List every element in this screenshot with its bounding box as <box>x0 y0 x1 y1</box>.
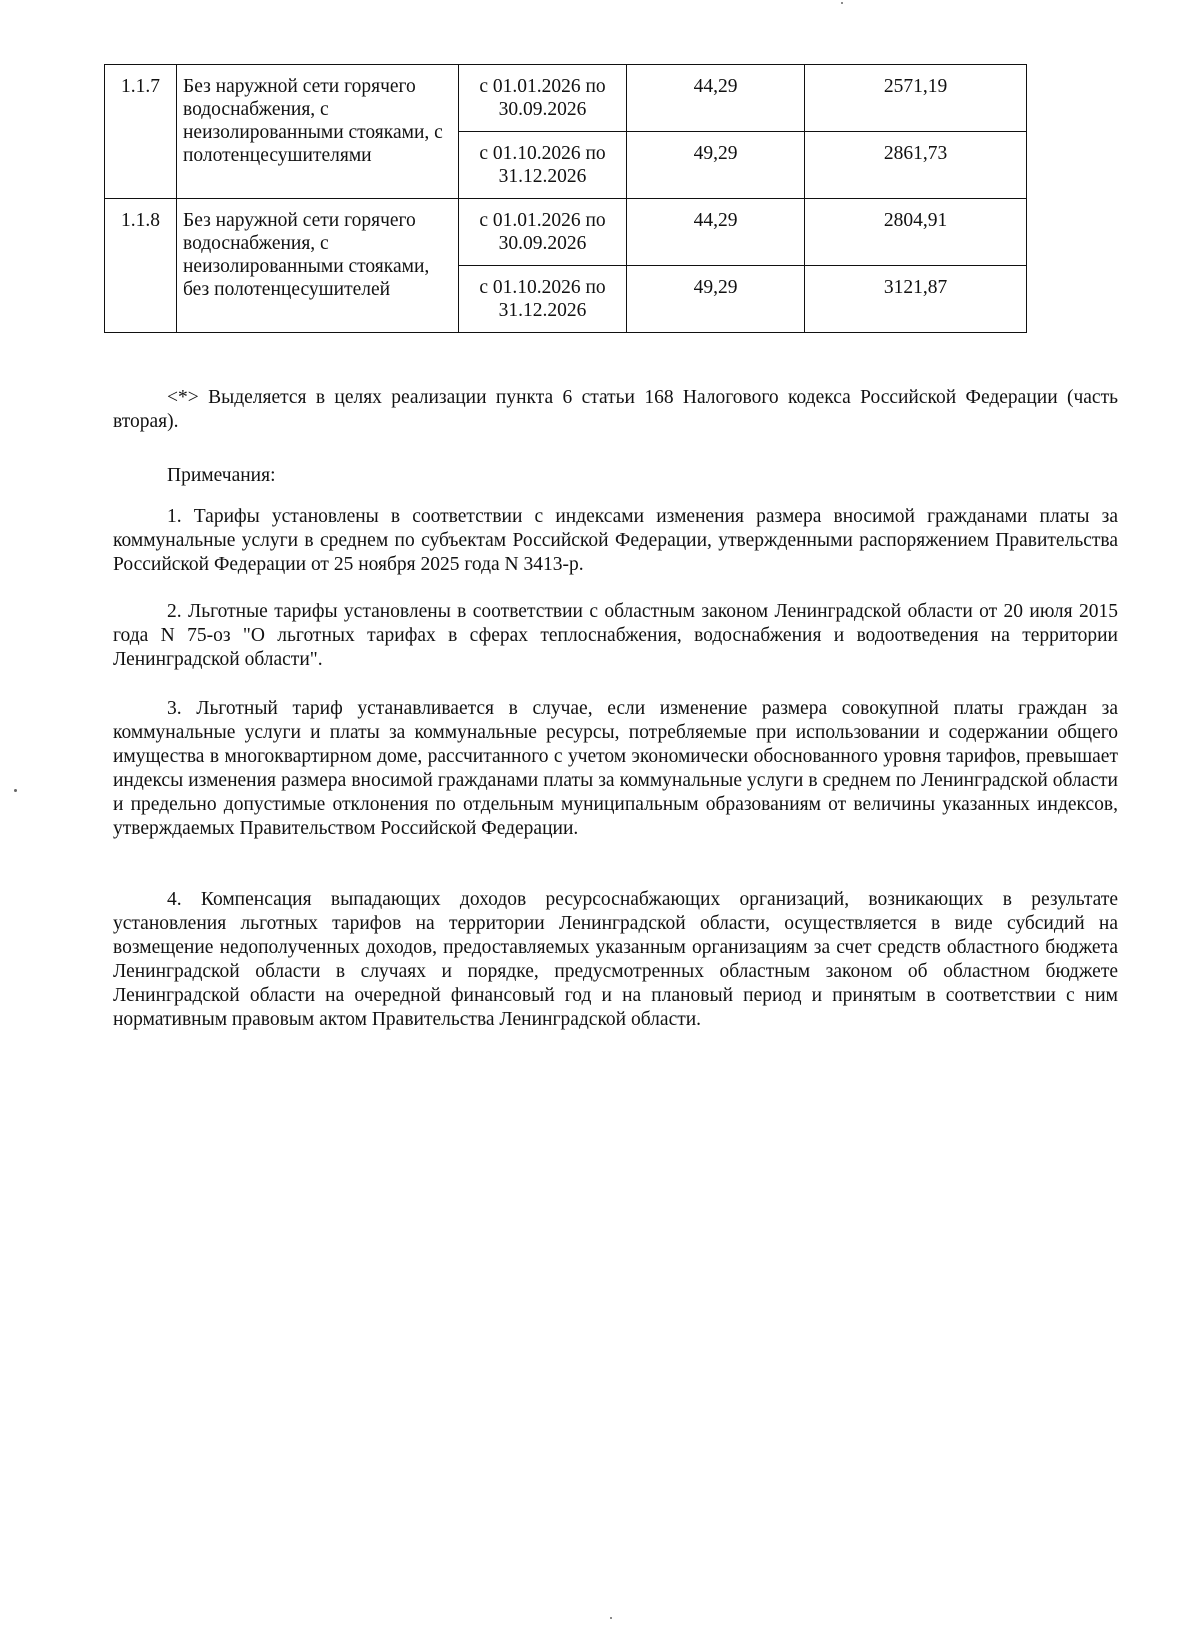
note-4 <box>113 888 1118 1032</box>
value-cell: 44,29 <box>627 199 805 266</box>
row-number: 1.1.7 <box>105 65 177 199</box>
value-cell: 3121,87 <box>805 266 1027 333</box>
footnote-text: <*> Выделяется в целях реализации пункта 6 статьи 168 Налогового кодекса Российской Федерации (часть вторая). <box>113 387 1118 432</box>
tariff-table <box>104 64 1027 333</box>
note-1 <box>113 505 1118 577</box>
value-cell: 49,29 <box>627 266 805 333</box>
note-text: 4. Компенсация выпадающих доходов ресурсоснабжающих организаций, возникающих в результате установления льготных тарифов на территории Ленинградской области, осуществляется в виде субсидий на возмещение недополученных доходов, предоставляемых указанным организациям за счет средств областного бюджета Ленинградской области в случаях и порядке, предусмотренных областным законом об областном бюджете Ленинградской области на очередной финансовый год и на плановый период и принятым в соответствии с ним нормативным правовым актом Правительства Ленинградской области. <box>113 889 1118 1030</box>
period-cell: с 01.01.2026 по 30.09.2026 <box>459 199 627 266</box>
period-cell: с 01.01.2026 по 30.09.2026 <box>459 65 627 132</box>
table-row <box>105 65 1027 132</box>
scan-speck <box>841 2 843 4</box>
scan-speck <box>14 789 17 792</box>
value-cell: 49,29 <box>627 132 805 199</box>
value-cell: 2804,91 <box>805 199 1027 266</box>
table-row <box>105 199 1027 266</box>
footnote <box>113 386 1118 434</box>
note-text: 1. Тарифы установлены в соответствии с индексами изменения размера вносимой гражданами платы за коммунальные услуги в среднем по субъектам Российской Федерации, утвержденными распоряжением Правительства Российской Федерации от 25 ноября 2025 года N 3413-р. <box>113 506 1118 575</box>
note-2 <box>113 600 1118 672</box>
period-cell: с 01.10.2026 по 31.12.2026 <box>459 132 627 199</box>
row-number: 1.1.8 <box>105 199 177 333</box>
row-description: Без наружной сети горячего водоснабжения, с неизолированными стояками, без полотенцесушителей <box>177 199 459 333</box>
value-cell: 2861,73 <box>805 132 1027 199</box>
note-text: 3. Льготный тариф устанавливается в случае, если изменение размера совокупной платы граждан за коммунальные услуги и платы за коммунальные ресурсы, потребляемые при использовании и содержании общего имущества в многоквартирном доме, рассчитанного с учетом экономически обоснованного уровня тарифов, превышает индексы изменения размера вносимой гражданами платы за коммунальные услуги в среднем по Ленинградской области и предельно допустимые отклонения по отдельным муниципальным образованиям от величины указанных индексов, утверждаемых Правительством Российской Федерации. <box>113 698 1118 839</box>
scan-speck <box>610 1617 612 1619</box>
note-text: 2. Льготные тарифы установлены в соответствии с областным законом Ленинградской области от 20 июля 2015 года N 75-оз "О льготных тарифах в сферах теплоснабжения, водоснабжения и водоотведения на территории Ленинградской области". <box>113 601 1118 670</box>
notes-title: Примечания: <box>167 465 276 486</box>
value-cell: 44,29 <box>627 65 805 132</box>
period-cell: с 01.10.2026 по 31.12.2026 <box>459 266 627 333</box>
notes-heading <box>113 464 1118 488</box>
row-description: Без наружной сети горячего водоснабжения, с неизолированными стояками, с полотенцесушителями <box>177 65 459 199</box>
note-3 <box>113 697 1118 841</box>
value-cell: 2571,19 <box>805 65 1027 132</box>
